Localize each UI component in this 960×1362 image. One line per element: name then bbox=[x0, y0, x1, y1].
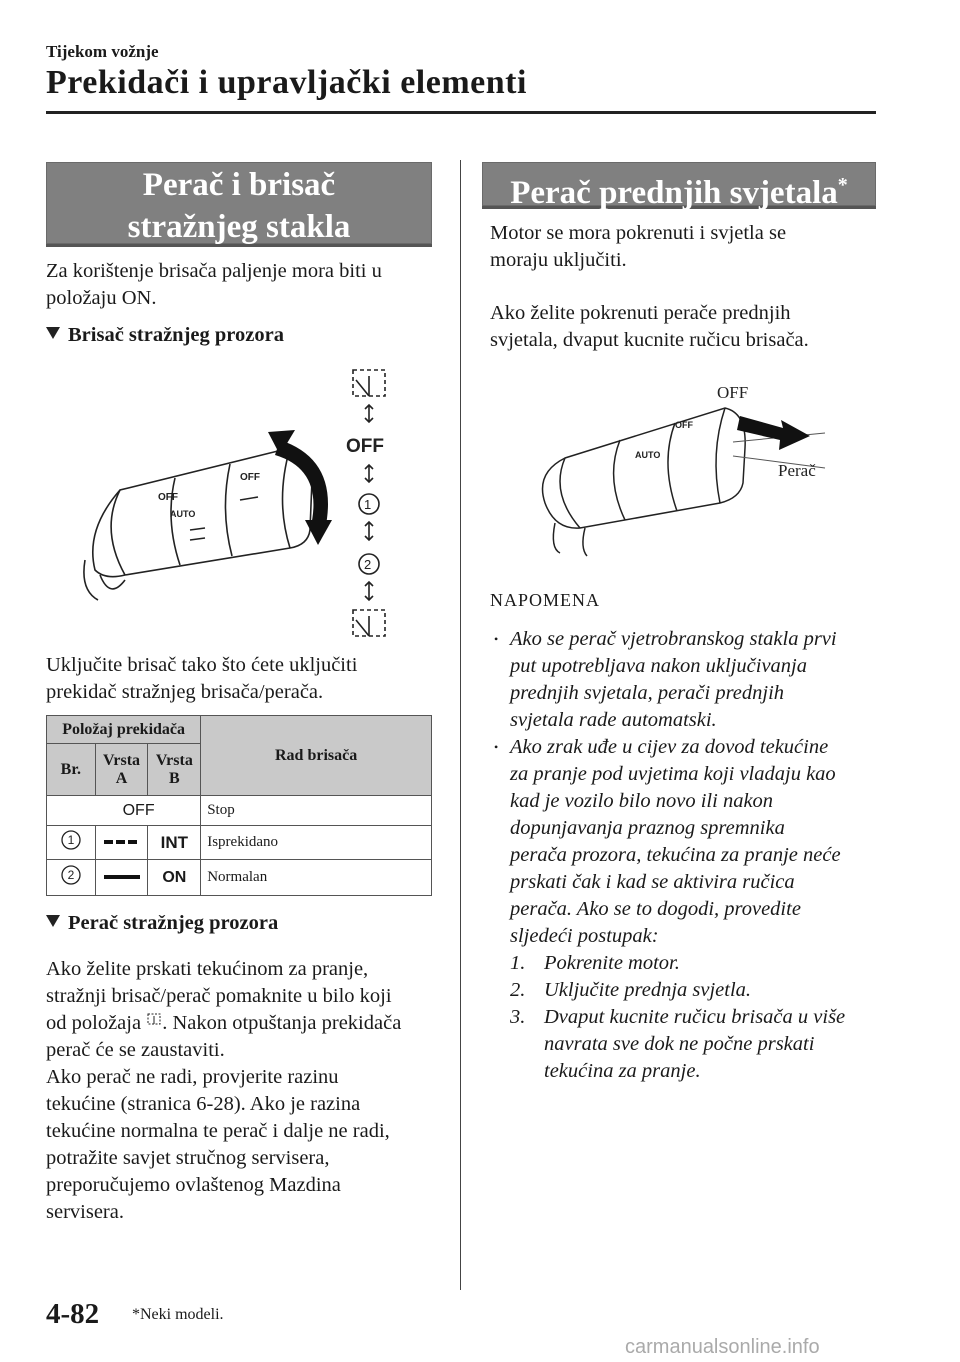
washer-line: tekućine (stranica 6-28). Ako je razina bbox=[46, 1093, 361, 1115]
row1-type-a bbox=[95, 826, 148, 860]
note-bullet-2 bbox=[490, 734, 890, 950]
solid-line-icon bbox=[102, 872, 142, 882]
svg-text:OFF: OFF bbox=[240, 472, 260, 483]
table-header-type-a bbox=[95, 744, 148, 796]
svg-text:AUTO: AUTO bbox=[170, 509, 196, 519]
bullet-line: sljedeći postupak: bbox=[510, 925, 659, 947]
page-number: 4-82 bbox=[46, 1298, 100, 1330]
headlamp-washer-diagram bbox=[525, 378, 835, 563]
note-bullet-1 bbox=[490, 626, 890, 734]
washer-heading bbox=[46, 912, 278, 935]
wiper-position-table bbox=[46, 715, 432, 896]
triangle-marker-icon bbox=[46, 327, 60, 339]
washer-line-part: . Nakon otpuštanja prekidača bbox=[162, 1012, 402, 1034]
step-line: navrata sve dok ne počne prskati bbox=[544, 1033, 815, 1055]
step-number: 3. bbox=[510, 1006, 526, 1028]
bullet-line: za pranje pod uvjetima koji vladaju kao bbox=[510, 763, 836, 785]
steps-list bbox=[490, 950, 890, 1085]
bullet-icon: • bbox=[494, 632, 499, 646]
left-intro bbox=[46, 258, 446, 312]
dashed-line-icon bbox=[102, 837, 142, 847]
washer-line: servisera. bbox=[46, 1201, 124, 1223]
left-instruction bbox=[46, 652, 446, 706]
washer-paragraph bbox=[46, 956, 456, 1226]
bullet-line: Ako se perač vjetrobranskog stakla prvi bbox=[510, 628, 837, 650]
row2-action: Normalan bbox=[201, 860, 432, 896]
diagram-pos2-label: 2 bbox=[364, 557, 372, 572]
p1-line: Motor se mora pokrenuti i svjetla se bbox=[490, 222, 787, 244]
washer-line: perač će se zaustaviti. bbox=[46, 1039, 225, 1061]
rear-wiper-lever-diagram bbox=[80, 360, 430, 650]
washer-line: Ako perač ne radi, provjerite razinu bbox=[46, 1066, 339, 1088]
washer-line: tekućine normalna te perač i dalje ne radi, bbox=[46, 1120, 390, 1142]
washer-line: preporučujemo ovlaštenog Mazdina bbox=[46, 1174, 341, 1196]
page-title: Prekidači i upravljački elementi bbox=[46, 64, 527, 101]
intro-line-1: Za korištenje brisača paljenje mora biti u bbox=[46, 260, 382, 282]
bullet-line: put upotrebljava nakon uključivanja bbox=[510, 655, 807, 677]
type-a-line-1: Vrsta bbox=[103, 751, 141, 769]
step-item bbox=[510, 1004, 890, 1085]
right-p1 bbox=[490, 220, 880, 274]
row2-no bbox=[47, 860, 96, 896]
triangle-marker-icon bbox=[46, 915, 60, 927]
row-off-action: Stop bbox=[201, 796, 432, 826]
row-off-label: OFF bbox=[47, 796, 201, 826]
step-line: Pokrenite motor. bbox=[544, 952, 680, 974]
p1-line: moraju uključiti. bbox=[490, 249, 627, 271]
row1-action: Isprekidano bbox=[201, 826, 432, 860]
step-item bbox=[510, 977, 890, 1004]
step-number: 1. bbox=[510, 952, 526, 974]
table-header-action: Rad brisača bbox=[201, 716, 432, 796]
row1-no-text: 1 bbox=[67, 833, 75, 847]
svg-text:OFF: OFF bbox=[675, 420, 693, 430]
washer-line-part: od položaja bbox=[46, 1012, 142, 1034]
bullet-icon: • bbox=[494, 740, 499, 754]
bullet-line: kad je vozilo bilo novo ili nakon bbox=[510, 790, 774, 812]
diagram-off-label: OFF bbox=[717, 383, 749, 402]
diagram-pos1-label: 1 bbox=[364, 497, 372, 512]
bullet-line: prskati čak i kad se aktivira ručica bbox=[510, 871, 795, 893]
table-header-position: Položaj prekidača bbox=[47, 716, 201, 744]
column-divider bbox=[460, 160, 461, 1290]
section-label: Tijekom vožnje bbox=[46, 42, 159, 61]
svg-text:AUTO: AUTO bbox=[635, 450, 661, 460]
row2-type-b: ON bbox=[148, 860, 201, 896]
pull-arrow-icon bbox=[737, 416, 810, 450]
banner-star: * bbox=[837, 174, 848, 196]
bullet-line: perača. Ako se to dogodi, provedite bbox=[510, 898, 801, 920]
row2-no-text: 2 bbox=[67, 868, 75, 882]
wiper-heading bbox=[46, 324, 284, 347]
washer-line-with-icon bbox=[46, 1010, 456, 1037]
washer-line: potražite savjet stručnog servisera, bbox=[46, 1147, 330, 1169]
row1-type-b: INT bbox=[148, 826, 201, 860]
bullet-line: dopunjavanja praznog spremnika bbox=[510, 817, 785, 839]
svg-text:OFF: OFF bbox=[158, 492, 178, 503]
intro-line-2: položaju ON. bbox=[46, 287, 157, 309]
p2-line: svjetala, dvaput kucnite ručicu brisača. bbox=[490, 329, 809, 351]
step-line: tekućina za pranje. bbox=[544, 1060, 701, 1082]
footnote: *Neki modeli. bbox=[132, 1306, 224, 1323]
circled-two-icon bbox=[60, 864, 82, 886]
row2-type-a bbox=[95, 860, 148, 896]
diagram-washer-label: Perač bbox=[778, 461, 816, 480]
right-p2 bbox=[490, 300, 880, 354]
bullet-line: perača prozora, tekućina za pranje neće bbox=[510, 844, 841, 866]
header-rule bbox=[46, 111, 876, 114]
washer-heading-text: Perač stražnjeg prozora bbox=[68, 912, 279, 934]
table-row bbox=[47, 826, 432, 860]
step-item bbox=[510, 950, 890, 977]
type-a-line-2: A bbox=[115, 769, 128, 787]
step-line: Dvaput kucnite ručicu brisača u više bbox=[544, 1006, 846, 1028]
watermark: carmanualsonline.info bbox=[625, 1336, 820, 1358]
instruction-line-1: Uključite brisač tako što ćete uključiti bbox=[46, 654, 358, 676]
washer-spray-icon bbox=[146, 1011, 162, 1027]
right-section-banner bbox=[482, 162, 876, 209]
washer-line: Ako želite prskati tekućinom za pranje, bbox=[46, 958, 369, 980]
diagram-off-label: OFF bbox=[346, 436, 384, 457]
table-row bbox=[47, 796, 432, 826]
row1-no bbox=[47, 826, 96, 860]
left-section-banner bbox=[46, 162, 432, 247]
washer-line: stražnji brisač/perač pomaknite u bilo koji bbox=[46, 985, 392, 1007]
table-header-no: Br. bbox=[47, 744, 96, 796]
wiper-lever-illustration bbox=[84, 448, 312, 600]
note-body bbox=[490, 626, 890, 1085]
bullet-line: Ako zrak uđe u cijev za dovod tekućine bbox=[510, 736, 829, 758]
step-number: 2. bbox=[510, 979, 526, 1001]
note-title: NAPOMENA bbox=[490, 590, 601, 610]
type-b-line-1: Vrsta bbox=[155, 751, 193, 769]
instruction-line-2: prekidač stražnjeg brisača/perača. bbox=[46, 681, 324, 703]
bullet-line: prednjih svjetala, perači prednjih bbox=[510, 682, 785, 704]
circled-one-icon bbox=[60, 829, 82, 851]
left-banner-text: Perač i brisač stražnjeg stakla bbox=[127, 167, 351, 245]
wiper-heading-text: Brisač stražnjeg prozora bbox=[68, 324, 284, 346]
type-b-line-2: B bbox=[168, 769, 180, 787]
table-header-type-b bbox=[148, 744, 201, 796]
table-row bbox=[47, 860, 432, 896]
bullet-line: svjetala rade automatski. bbox=[510, 709, 717, 731]
p2-line: Ako želite pokrenuti perače prednjih bbox=[490, 302, 791, 324]
step-line: Uključite prednja svjetla. bbox=[544, 979, 752, 1001]
right-banner-text: Perač prednjih svjetala bbox=[510, 175, 838, 211]
